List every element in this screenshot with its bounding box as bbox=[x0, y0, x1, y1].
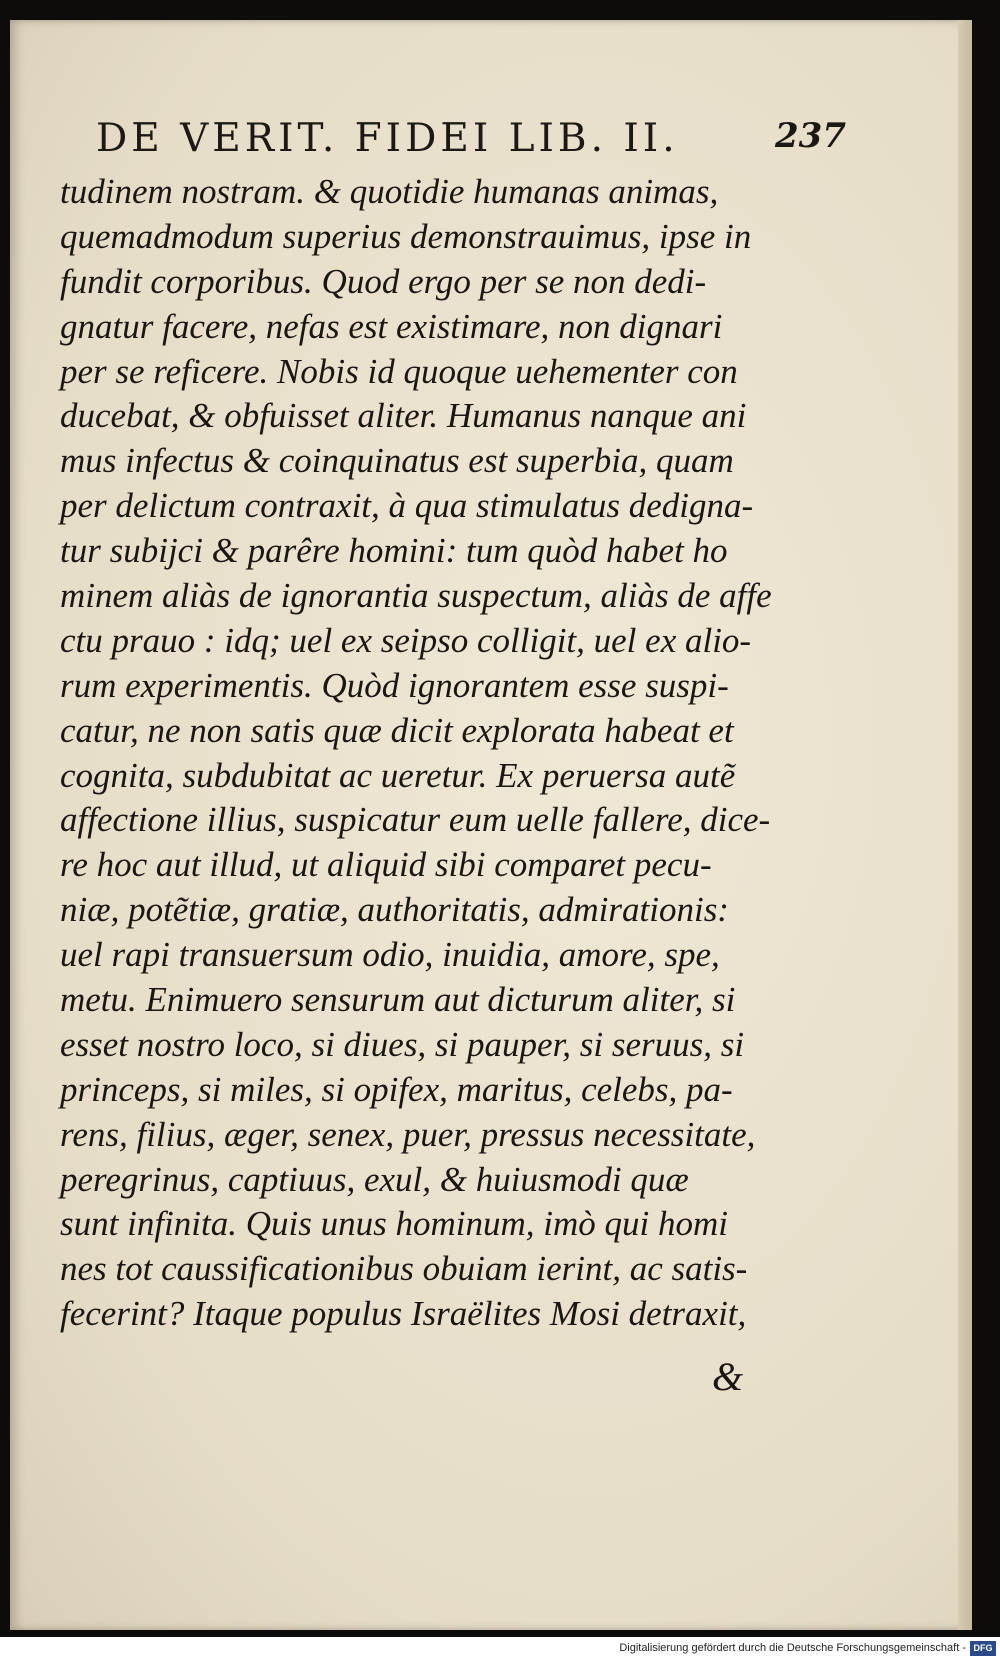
text-line: cognita, subdubitat ac ueretur. Ex peruersa autẽ bbox=[60, 755, 736, 795]
text-line: minem aliàs de ignorantia suspectum, aliàs de affe bbox=[60, 576, 772, 616]
book-page bbox=[10, 20, 972, 1630]
text-line: princeps, si miles, si opifex, maritus, celebs, pa- bbox=[60, 1069, 733, 1109]
text-line: ducebat, & obfuisset aliter. Humanus nanque ani bbox=[60, 396, 747, 436]
text-line: metu. Enimuero sensurum aut dicturum aliter, si bbox=[60, 980, 736, 1020]
running-head-title: DE VERIT. FIDEI LIB. II. bbox=[96, 116, 679, 161]
body-text bbox=[60, 170, 772, 1337]
text-line: per delictum contraxit, à qua stimulatus dedigna- bbox=[60, 486, 754, 526]
text-line: re hoc aut illud, ut aliquid sibi comparet pecu- bbox=[60, 845, 712, 885]
dfg-logo-icon: DFG bbox=[970, 1641, 996, 1656]
page-number: 237 bbox=[775, 116, 846, 156]
text-line: gnatur facere, nefas est existimare, non dignari bbox=[60, 306, 723, 346]
text-line: affectione illius, suspicatur eum uelle fallere, dice- bbox=[60, 800, 771, 840]
text-line: uel rapi transuersum odio, inuidia, amore, spe, bbox=[60, 935, 720, 975]
text-line: catur, ne non satis quæ dicit explorata habeat et bbox=[60, 710, 734, 750]
text-line: esset nostro loco, si diues, si pauper, si seruus, si bbox=[60, 1024, 745, 1064]
text-line: fundit corporibus. Quod ergo per se non dedi- bbox=[60, 261, 707, 301]
text-line: quemadmodum superius demonstrauimus, ipse in bbox=[60, 216, 752, 256]
text-line: per se reficere. Nobis id quoque uehementer con bbox=[60, 351, 738, 391]
text-line: rum experimentis. Quòd ignorantem esse suspi- bbox=[60, 665, 729, 705]
text-line: nes tot caussificationibus obuiam ierint, ac satis- bbox=[60, 1249, 748, 1289]
text-line: ctu prauo : idq; uel ex seipso colligit, uel ex alio- bbox=[60, 620, 752, 660]
text-line: sunt infinita. Quis unus hominum, imò qui homi bbox=[60, 1204, 728, 1244]
text-line: niæ, potẽtiæ, gratiæ, authoritatis, admirationis: bbox=[60, 890, 729, 930]
text-line: rens, filius, æger, senex, puer, pressus necessitate, bbox=[60, 1114, 756, 1154]
running-head bbox=[96, 116, 896, 176]
catchword: & bbox=[712, 1354, 744, 1399]
text-line: fecerint? Itaque populus Israëlites Mosi detraxit, bbox=[60, 1294, 747, 1334]
digitization-footer bbox=[0, 1637, 1000, 1661]
page-edge bbox=[958, 20, 972, 1630]
text-line: mus infectus & coinquinatus est superbia, quam bbox=[60, 441, 734, 481]
text-line: tur subijci & parêre homini: tum quòd habet ho bbox=[60, 531, 728, 571]
footer-credit: Digitalisierung gefördert durch die Deutsche Forschungsgemeinschaft - bbox=[619, 1642, 966, 1654]
text-line: tudinem nostram. & quotidie humanas animas, bbox=[60, 172, 719, 211]
text-line: peregrinus, captiuus, exul, & huiusmodi quæ bbox=[60, 1159, 689, 1199]
